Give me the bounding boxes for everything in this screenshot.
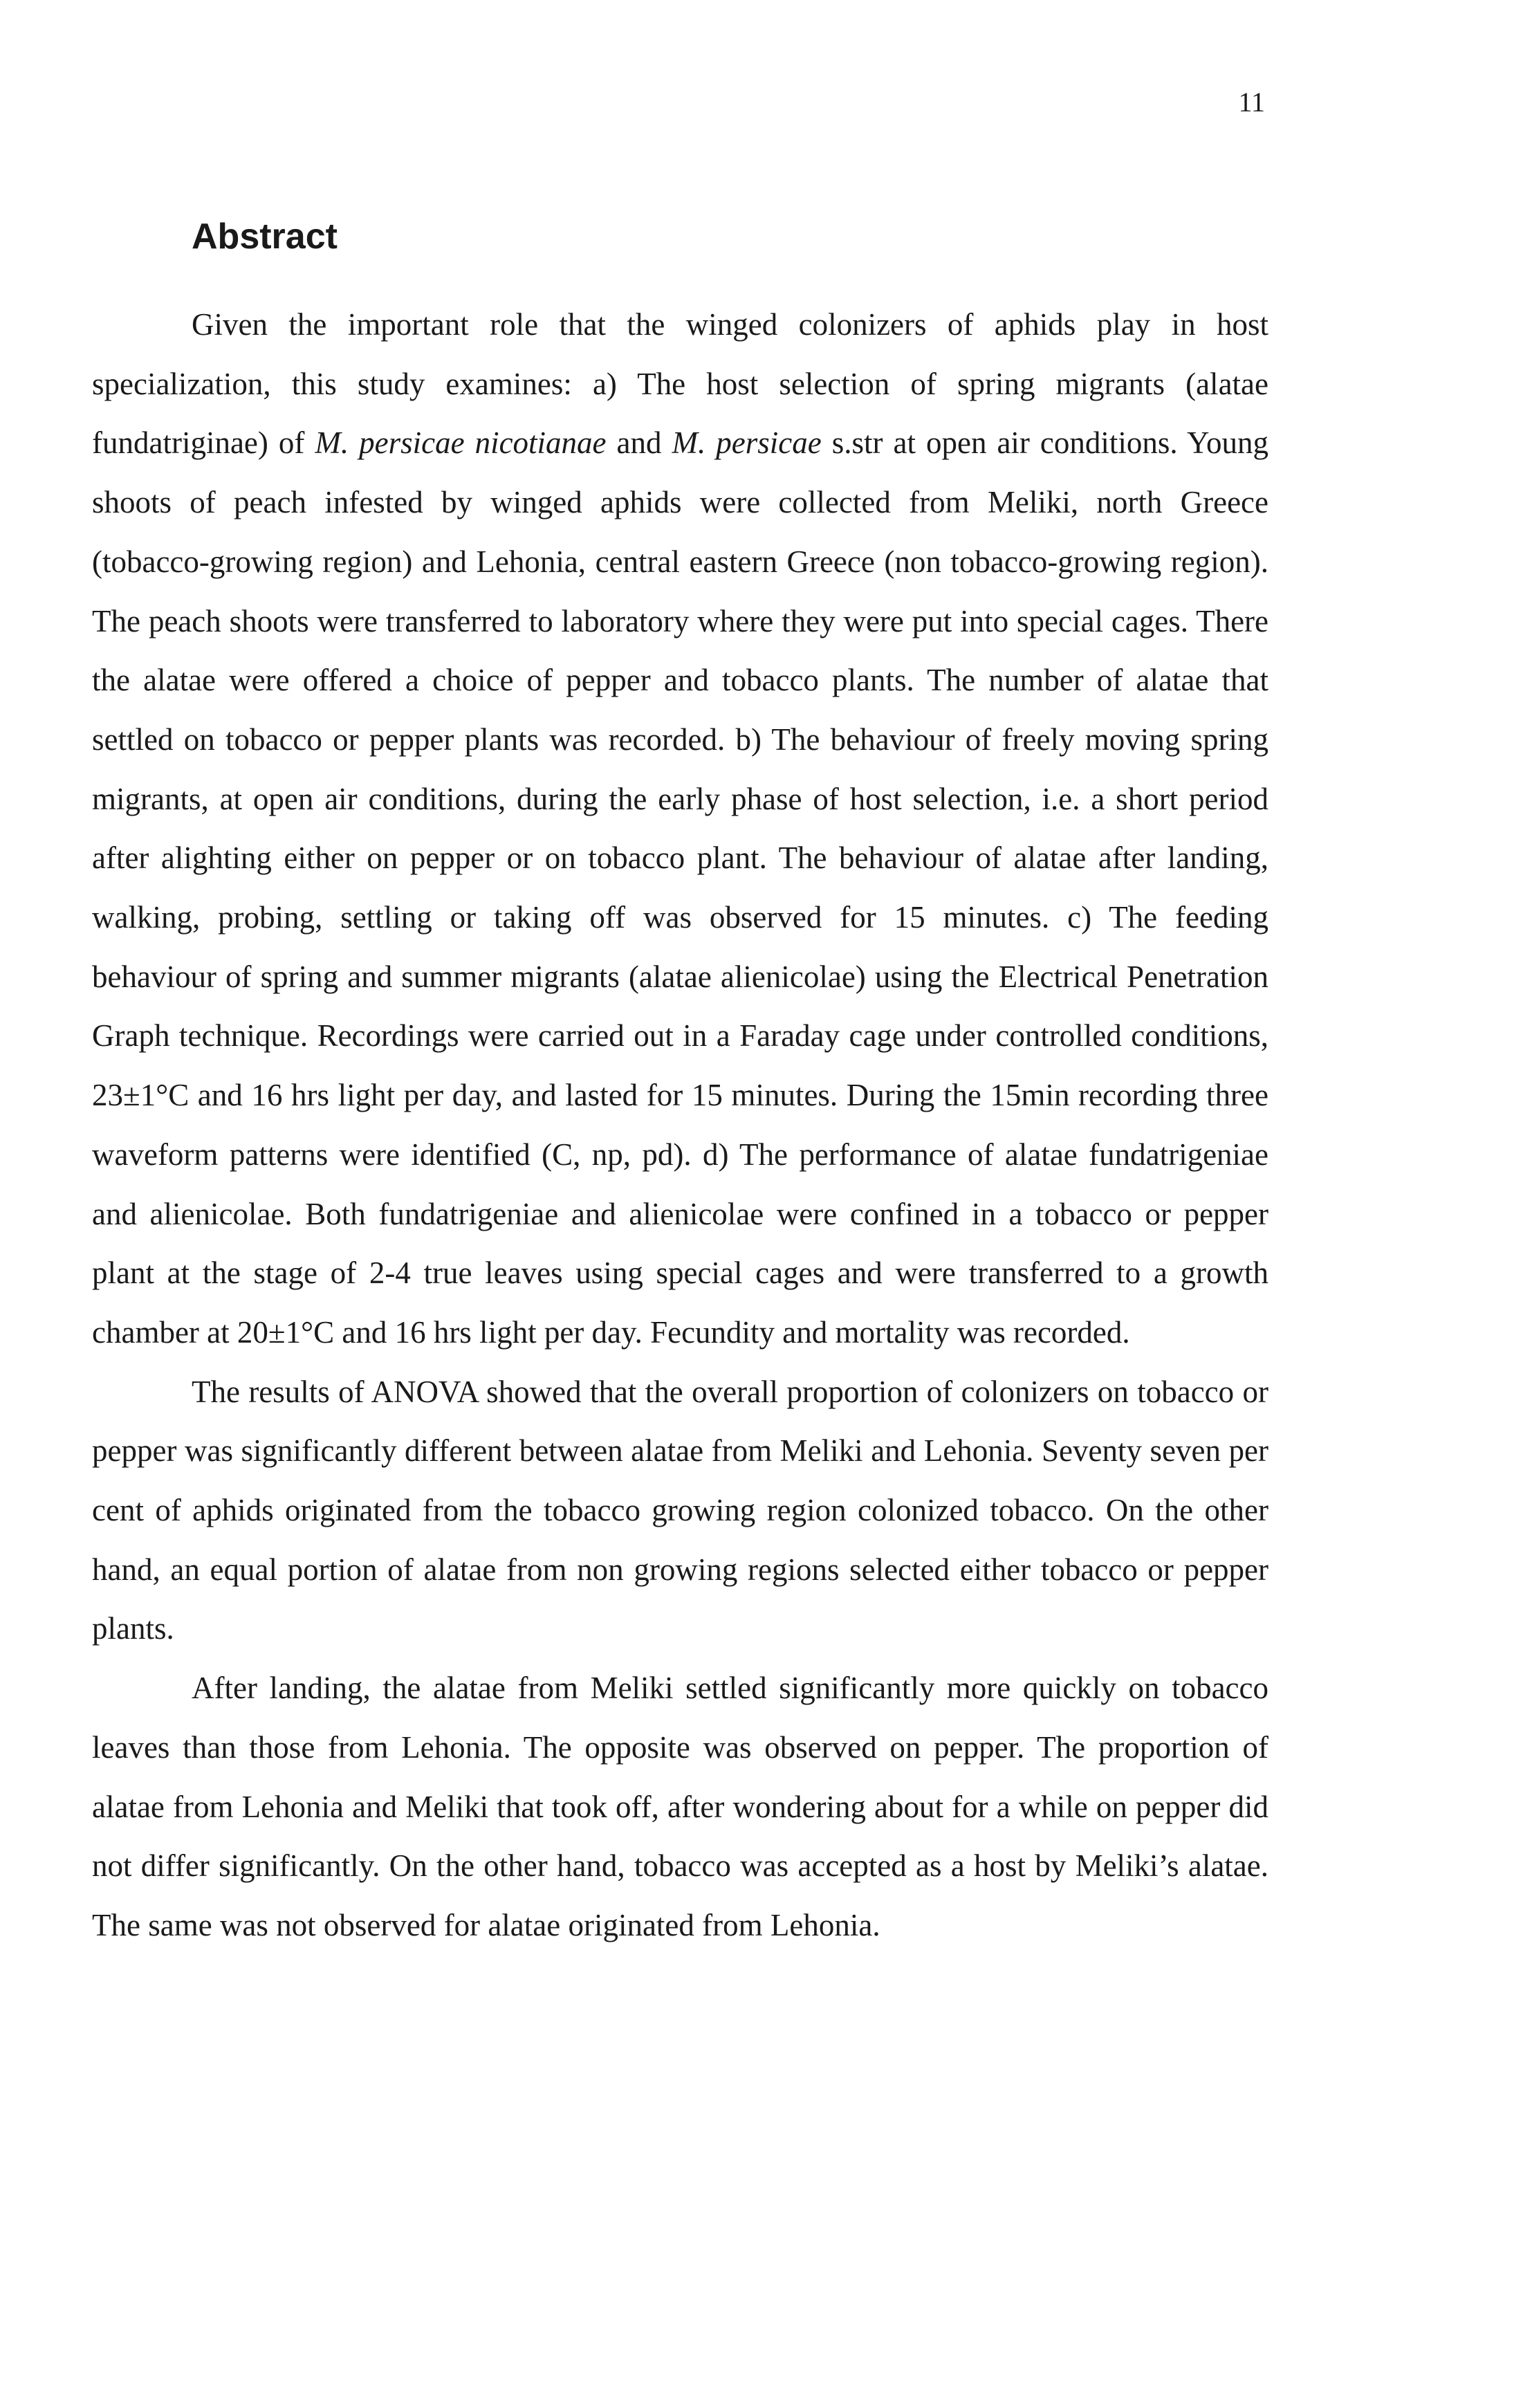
paragraph-1-intro: Given the important role that the winged colonizers of aphids play in host specialization, this study examines: a) The host selection of spring migrants (alatae fundatriginae) of xyxy=(92,307,1268,461)
abstract-paragraph-3: After landing, the alatae from Meliki settled significantly more quickly on tobacco leaves than those from Lehonia. The opposite was observed on pepper. The proportion of alatae from Lehonia and Meliki that took off, after wondering about for a while on pepper did not differ significantly. On the other hand, tobacco was accepted as a host by Meliki’s alatae. The same was not observed for alatae originated from Lehonia. xyxy=(92,1671,1268,1942)
paragraph-1-connector: and xyxy=(606,425,672,461)
abstract-paragraph-1 xyxy=(92,295,1268,1363)
abstract-heading: Abstract xyxy=(192,217,338,257)
paragraph-1-rest: s.str at open air conditions. Young shoots of peach infested by winged aphids were collected from Meliki, north Greece (tobacco-growing region) and Lehonia, central eastern Greece (non tobacco-growing region). The peach shoots were transferred to laboratory where they were put into special cages. There the alatae were offered a choice of pepper and tobacco plants. The number of alatae that settled on tobacco or pepper plants was recorded. b) The behaviour of freely moving spring migrants, at open air conditions, during the early phase of host selection, i.e. a short period after alighting either on pepper or on tobacco plant. The behaviour of alatae after landing, walking, probing, settling or taking off was observed for 15 minutes. c) The feeding behaviour of spring and summer migrants (alatae alienicolae) using the Electrical Penetration Graph technique. Recordings were carried out in a Faraday cage under controlled conditions, 23±1°C and 16 hrs light per day, and lasted for 15 minutes. During the 15min recording three waveform patterns were identified (C, np, pd). d) The performance of alatae fundatrigeniae and alienicolae. Both fundatrigeniae and alienicolae were confined in a tobacco or pepper plant at the stage of 2-4 true leaves using special cages and were transferred to a growth chamber at 20±1°C and 16 hrs light per day. Fecundity and mortality was recorded. xyxy=(92,425,1268,1350)
abstract-body xyxy=(92,295,1268,1956)
species-name-nicotianae: M. persicae nicotianae xyxy=(315,425,607,461)
abstract-paragraph-2: The results of ANOVA showed that the overall proportion of colonizers on tobacco or pepper was significantly different between alatae from Meliki and Lehonia. Seventy seven per cent of aphids originated from the tobacco growing region colonized tobacco. On the other hand, an equal portion of alatae from non growing regions selected either tobacco or pepper plants. xyxy=(92,1374,1268,1646)
page-number: 11 xyxy=(1238,86,1265,118)
species-name-persicae: M. persicae xyxy=(672,425,822,461)
